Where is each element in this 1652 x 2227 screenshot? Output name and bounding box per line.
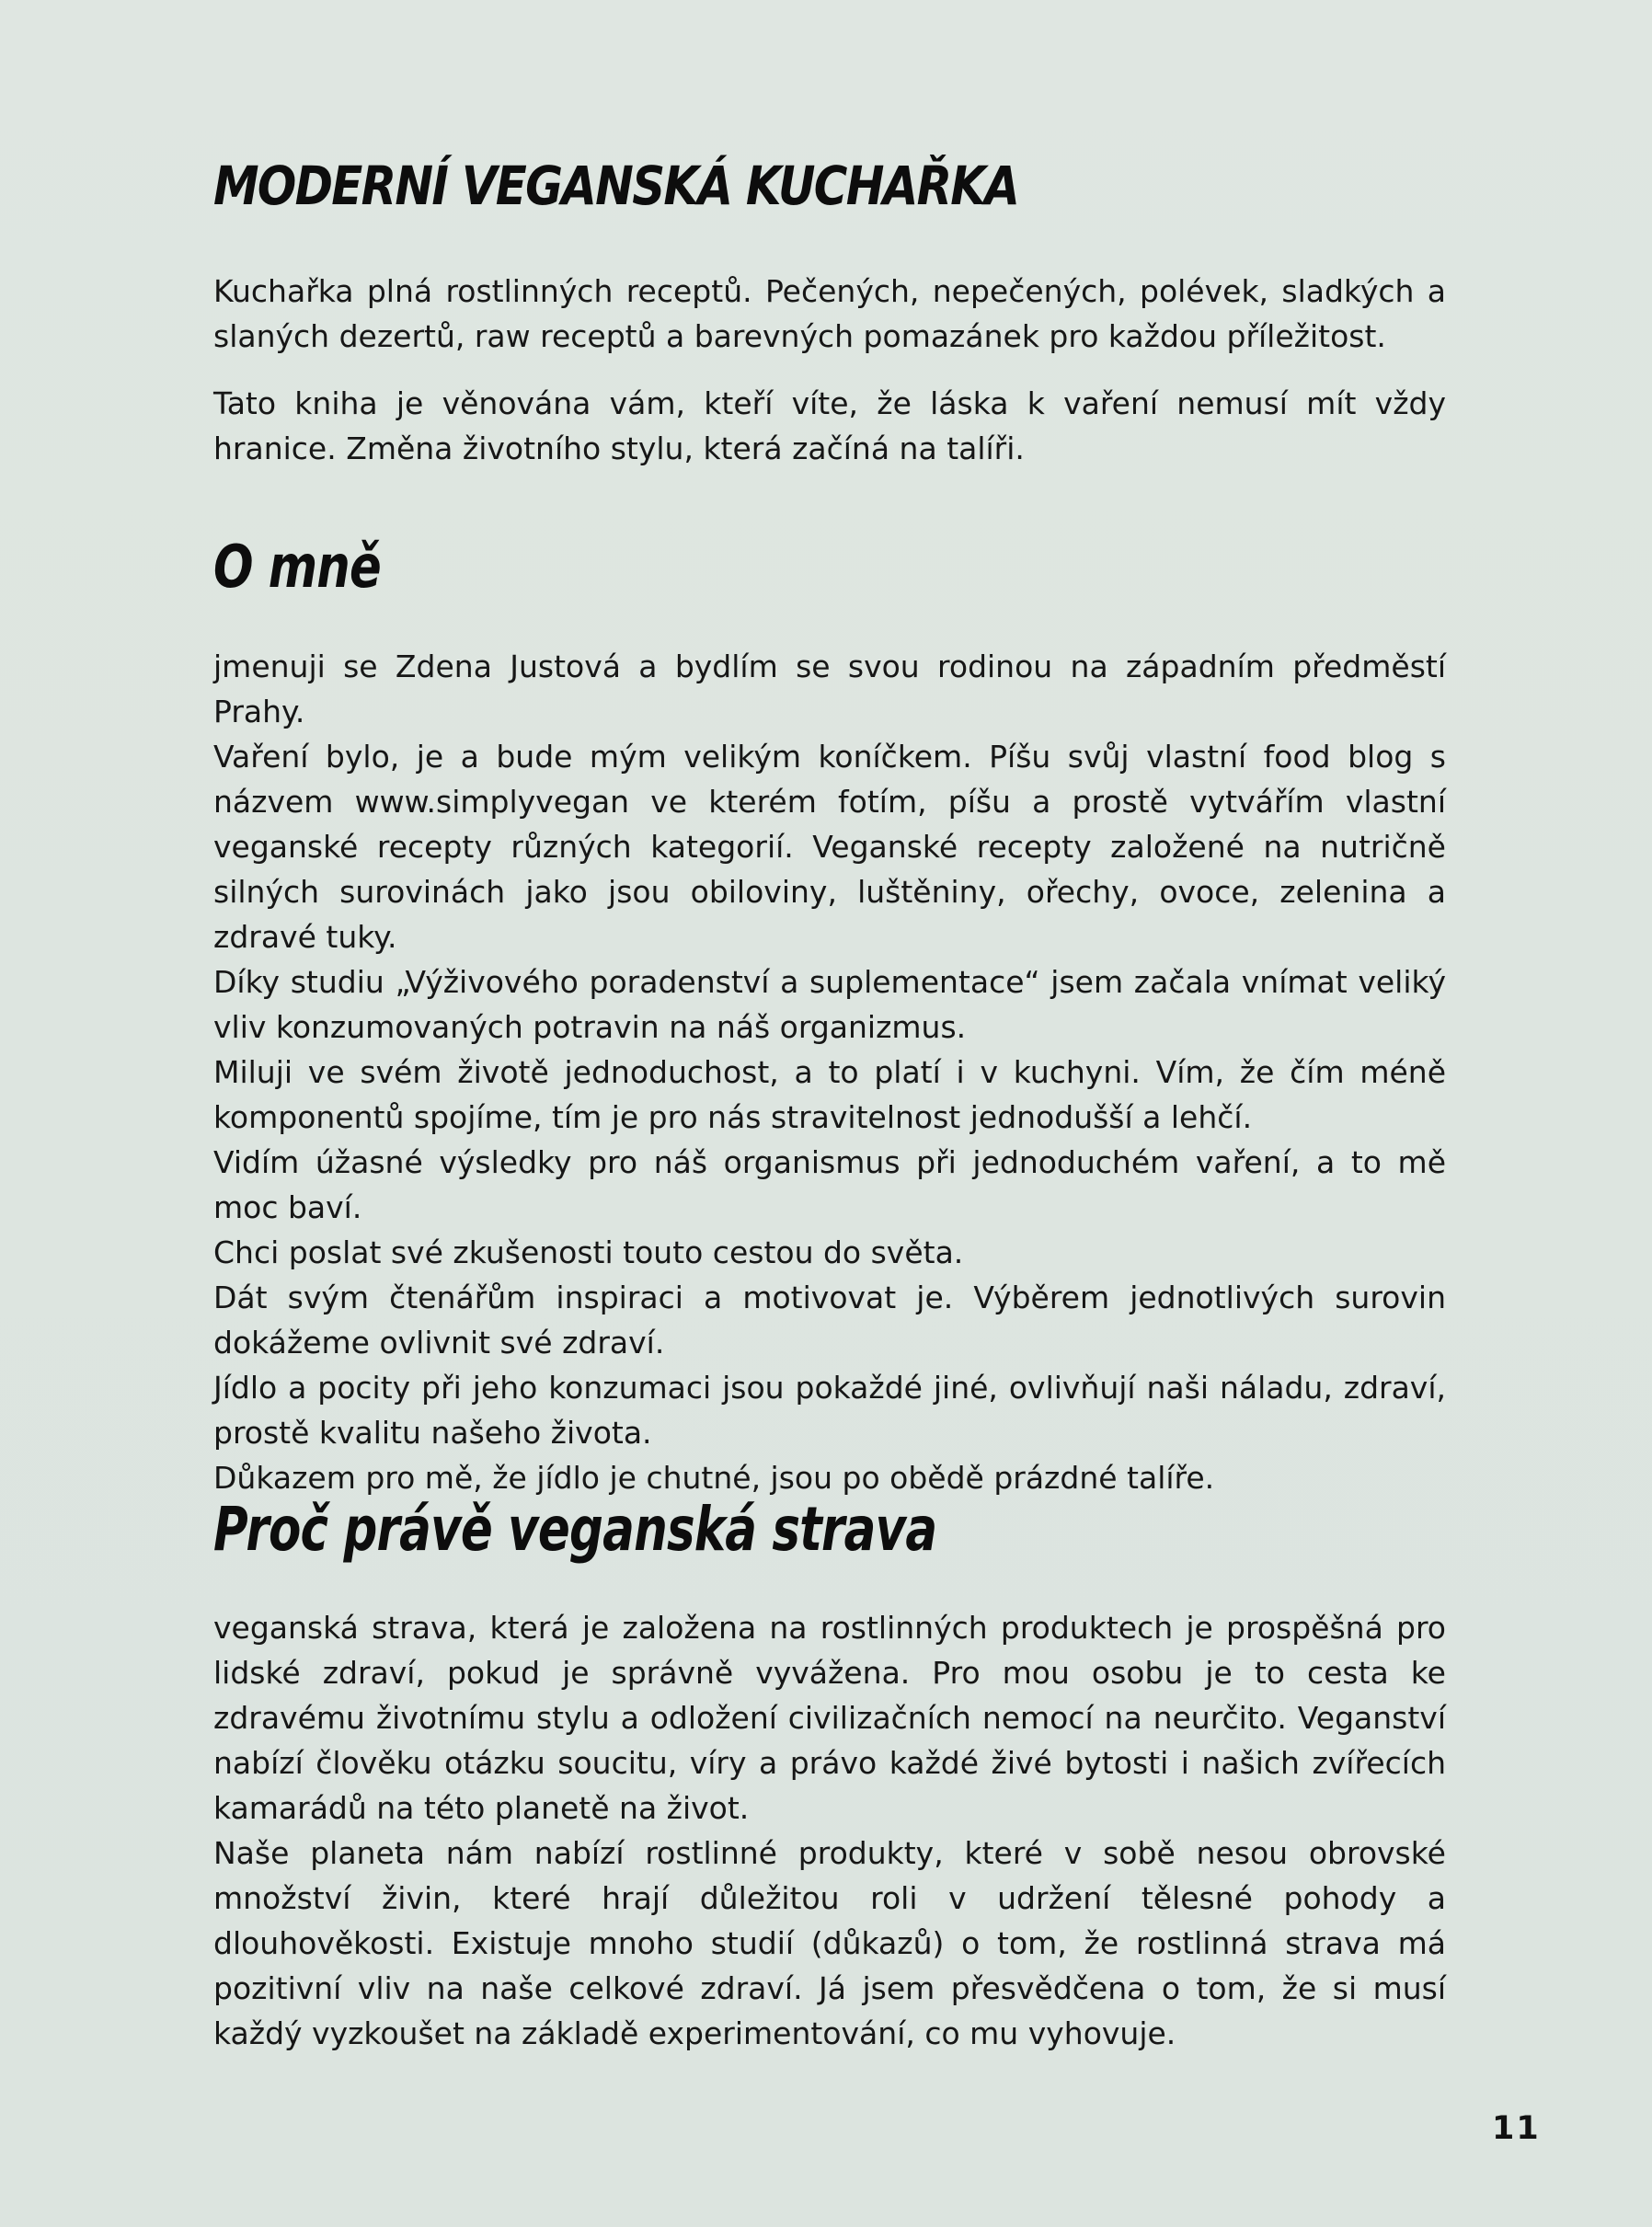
about-paragraph: jmenuji se Zdena Justová a bydlím se svou rodinou na západním předměstí Prahy.	[213, 649, 1446, 729]
about-heading: O mně	[213, 534, 381, 602]
why-paragraph: veganská strava, která je založena na rostlinných produktech je prospěšná pro lidské zdraví, pokud je správně vyvážena. Pro mou osobu je to cesta ke zdravému životnímu stylu a odložení civilizačních nemocí na neurčito. Veganství nabízí člověku otázku soucitu, víry a právo každé živé bytosti i našich zvířecích kamarádů na této planetě na život.	[213, 1610, 1446, 1826]
about-paragraph: Chci poslat své zkušenosti touto cestou do světa.	[213, 1234, 964, 1270]
page-title: MODERNÍ VEGANSKÁ KUCHAŘKA	[213, 155, 1019, 217]
intro-section	[213, 269, 1446, 471]
why-heading: Proč právě veganská strava	[213, 1494, 937, 1565]
about-paragraph: Důkazem pro mě, že jídlo je chutné, jsou po obědě prázdné talíře.	[213, 1460, 1215, 1496]
about-paragraph: Miluji ve svém životě jednoduchost, a to platí i v kuchyni. Vím, že čím méně komponentů spojíme, tím je pro nás stravitelnost jednodušší a lehčí.	[213, 1054, 1446, 1135]
why-section	[213, 1605, 1446, 2056]
about-paragraph: Jídlo a pocity při jeho konzumaci jsou pokaždé jiné, ovlivňují naši náladu, zdraví, prostě kvalitu našeho života.	[213, 1370, 1446, 1451]
intro-paragraph: Tato kniha je věnována vám, kteří víte, že láska k vaření nemusí mít vždy hranice. Změna životního stylu, která začíná na talíři.	[213, 385, 1446, 466]
about-paragraph: Dát svým čtenářům inspiraci a motivovat je. Výběrem jednotlivých surovin dokážeme ovlivnit své zdraví.	[213, 1280, 1446, 1360]
page-number: 11	[1492, 2110, 1541, 2147]
intro-paragraph: Kuchařka plná rostlinných receptů. Pečených, nepečených, polévek, sladkých a slaných dezertů, raw receptů a barevných pomazánek pro každou příležitost.	[213, 273, 1446, 354]
why-paragraph: Naše planeta nám nabízí rostlinné produkty, které v sobě nesou obrovské množství živin, které hrají důležitou roli v udržení tělesné pohody a dlouhověkosti. Existuje mnoho studií (důkazů) o tom, že rostlinná strava má pozitivní vliv na naše celkové zdraví. Já jsem přesvědčena o tom, že si musí každý vyzkoušet na základě experimentování, co mu vyhovuje.	[213, 1835, 1446, 2051]
about-section	[213, 644, 1446, 1500]
about-paragraph: Vidím úžasné výsledky pro náš organismus při jednoduchém vaření, a to mě moc baví.	[213, 1144, 1446, 1225]
about-paragraph: Díky studiu „Výživového poradenství a suplementace“ jsem začala vnímat veliký vliv konzumovaných potravin na náš organizmus.	[213, 964, 1446, 1045]
about-paragraph: Vaření bylo, je a bude mým velikým koníčkem. Píšu svůj vlastní food blog s názvem www.simplyvegan ve kterém fotím, píšu a prostě vytvářím vlastní veganské recepty různých kategorií. Veganské recepty založené na nutričně silných surovinách jako jsou obiloviny, luštěniny, ořechy, ovoce, zelenina a zdravé tuky.	[213, 739, 1446, 955]
